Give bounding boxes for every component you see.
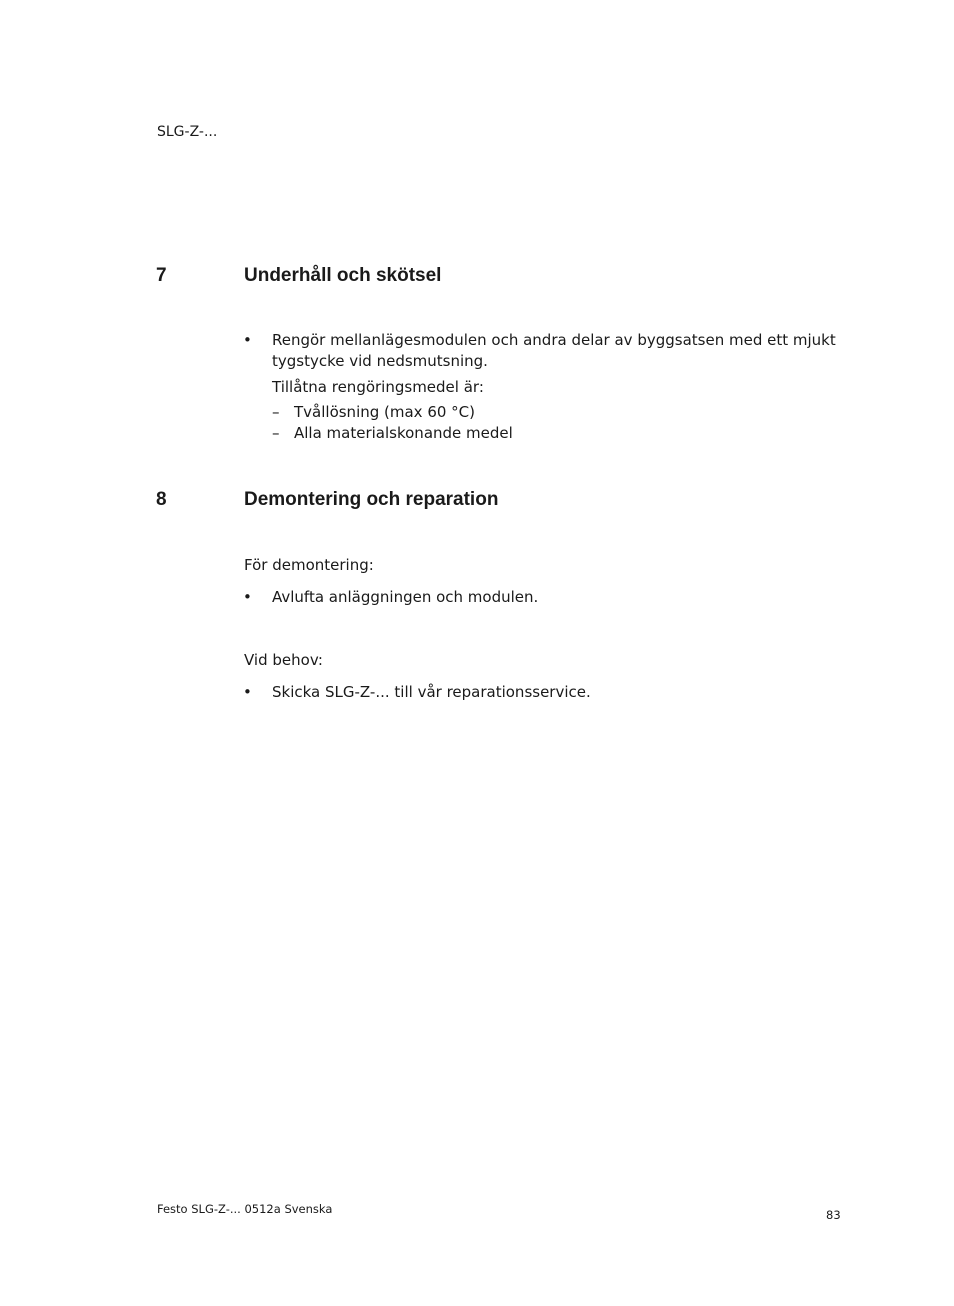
dash-icon: – (272, 424, 280, 442)
section-7-title: Underhåll och skötsel (244, 265, 442, 286)
dismantling-step: Avlufta anläggningen och modulen. (272, 588, 539, 606)
bullet-icon: • (243, 331, 252, 349)
bullet-icon: • (243, 683, 252, 701)
section-7-number: 7 (156, 265, 167, 286)
bullet-icon: • (243, 588, 252, 606)
dismantling-intro: För demontering: (244, 556, 374, 574)
cleaning-agents-intro: Tillåtna rengöringsmedel är: (272, 378, 484, 396)
running-header: SLG-Z-... (157, 124, 218, 140)
section-7-bullet-line-1: Rengör mellanlägesmodulen och andra delar av byggsatsen med ett mjukt (272, 331, 836, 349)
section-7-bullet-line-2: tygstycke vid nedsmutsning. (272, 352, 488, 370)
dash-icon: – (272, 403, 280, 421)
section-8-number: 8 (156, 489, 167, 510)
section-8-title: Demontering och reparation (244, 489, 499, 510)
repair-step: Skicka SLG-Z-... till vår reparationsservice. (272, 683, 591, 701)
footer-document-info: Festo SLG-Z-... 0512a Svenska (157, 1202, 333, 1216)
cleaning-agent-item: Tvållösning (max 60 °C) (294, 403, 476, 421)
cleaning-agent-item: Alla materialskonande medel (294, 424, 513, 442)
page-number: 83 (826, 1208, 841, 1222)
repair-intro: Vid behov: (244, 651, 323, 669)
